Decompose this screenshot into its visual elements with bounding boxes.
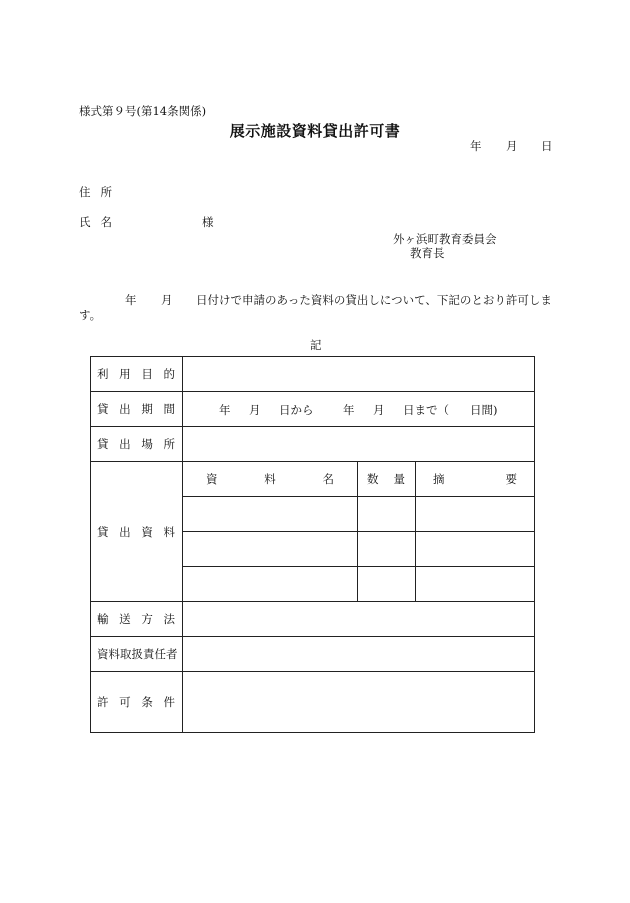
manager-label-cell [91, 637, 183, 672]
date-month: 月 [506, 139, 518, 153]
ki-heading: 記 [310, 338, 322, 352]
honorific: 様 [202, 215, 214, 229]
body-year: 年 [125, 293, 137, 307]
period-row [91, 392, 535, 427]
purpose-row [91, 357, 535, 392]
quantity-header: 数 量 [358, 462, 416, 497]
period-label: 貸 出 期 間 [97, 402, 175, 416]
place-row [91, 427, 535, 462]
material-name-cell[interactable] [183, 532, 358, 567]
name-label: 氏名 [79, 215, 122, 229]
body-text: 日付けで申請のあった資料の貸出しについて、下記のとおり許可しま [196, 293, 552, 307]
material-name-header: 資 料 名 [183, 462, 358, 497]
purpose-field[interactable] [183, 357, 535, 392]
period-field[interactable] [183, 392, 535, 427]
materials-label: 貸 出 資 料 [97, 524, 175, 539]
address-label: 住所 [79, 185, 122, 199]
issuer-position: 教育長 [410, 246, 445, 260]
document-title: 展示施設資料貸出許可書 [229, 122, 401, 140]
period-label-cell [91, 392, 183, 427]
permit-table [90, 356, 535, 733]
body-month: 月 [161, 293, 173, 307]
material-remarks-cell[interactable] [416, 497, 535, 532]
date-day: 日 [541, 139, 553, 153]
period-days: 日間) [470, 403, 498, 417]
materials-header-row [91, 462, 535, 497]
material-remarks-cell[interactable] [416, 532, 535, 567]
period-year-1: 年 [219, 403, 231, 417]
body-text-end: す。 [79, 308, 102, 322]
conditions-label: 許 可 条 件 [97, 695, 175, 709]
material-quantity-cell[interactable] [358, 497, 416, 532]
place-field[interactable] [183, 427, 535, 462]
material-remarks-cell[interactable] [416, 567, 535, 602]
material-name-cell[interactable] [183, 497, 358, 532]
material-quantity-cell[interactable] [358, 532, 416, 567]
issuer-org: 外ヶ浜町教育委員会 [393, 232, 497, 246]
transport-row [91, 602, 535, 637]
transport-label-cell [91, 602, 183, 637]
manager-row [91, 637, 535, 672]
material-name-cell[interactable] [183, 567, 358, 602]
period-year-2: 年 [343, 403, 355, 417]
materials-label-cell [91, 462, 183, 602]
conditions-label-cell [91, 672, 183, 733]
remarks-header: 摘 要 [416, 462, 535, 497]
form-number: 様式第９号(第14条関係) [79, 104, 207, 118]
period-month-1: 月 [249, 403, 261, 417]
manager-label: 資料取扱責任者 [97, 647, 178, 661]
transport-field[interactable] [183, 602, 535, 637]
period-month-2: 月 [373, 403, 385, 417]
period-from: 日から [279, 403, 314, 417]
purpose-label: 利 用 目 的 [97, 367, 175, 381]
period-until: 日まで（ [403, 403, 449, 417]
date-year: 年 [470, 139, 482, 153]
transport-label: 輸 送 方 法 [97, 612, 175, 626]
place-label-cell [91, 427, 183, 462]
material-quantity-cell[interactable] [358, 567, 416, 602]
conditions-field[interactable] [183, 672, 535, 733]
purpose-label-cell [91, 357, 183, 392]
place-label: 貸 出 場 所 [97, 437, 175, 451]
conditions-row [91, 672, 535, 733]
manager-field[interactable] [183, 637, 535, 672]
